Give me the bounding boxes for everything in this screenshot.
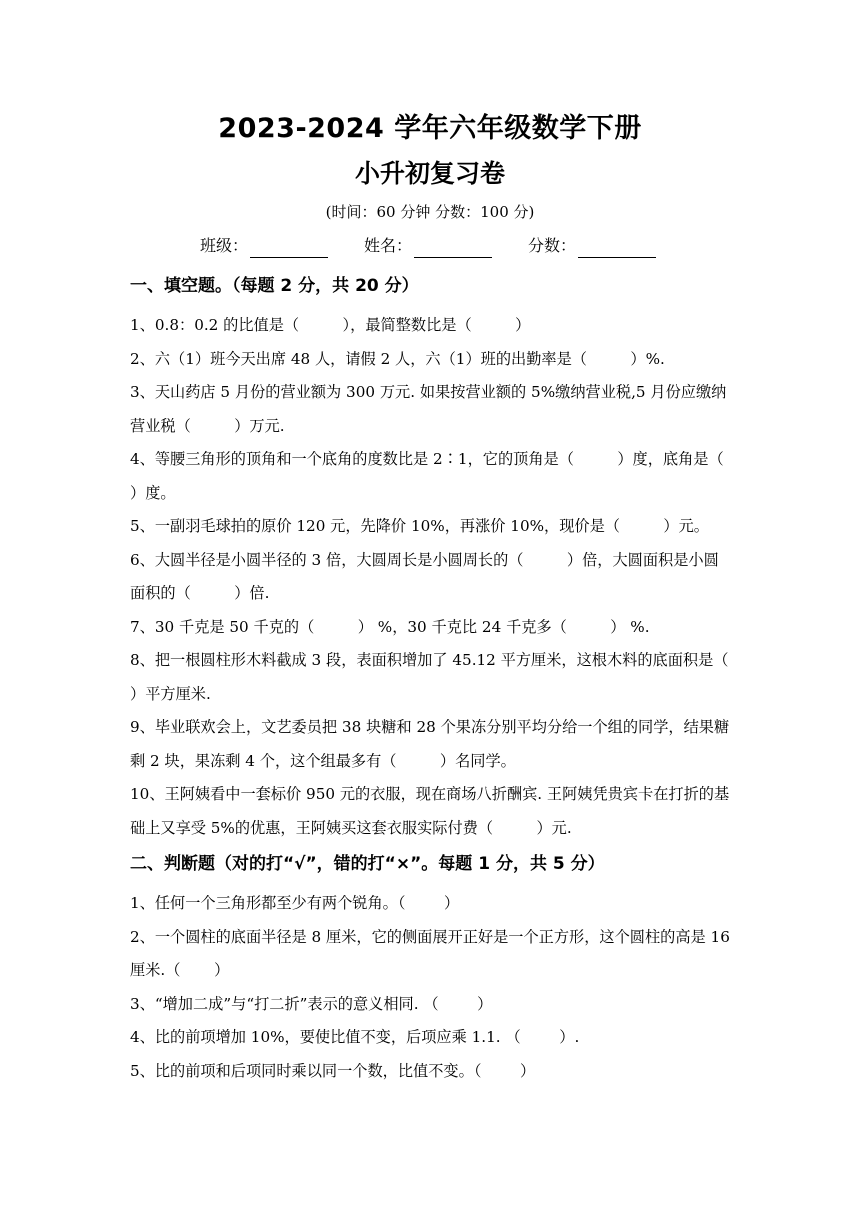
section-heading-true-false: 二、判断题（对的打“√”，错的打“×”。每题 1 分，共 5 分） [130, 854, 605, 874]
class-field[interactable] [200, 234, 328, 258]
class-blank[interactable] [250, 241, 328, 258]
exam-content [130, 269, 772, 1088]
question-item: 5、比的前项和后项同时乘以同一个数，比值不变。（ ） [130, 1061, 536, 1080]
score-label: 分数： [528, 236, 577, 255]
exam-meta: (时间：60 分钟 分数：100 分) [325, 203, 535, 221]
question-item: 1、0.8：0.2 的比值是（ ），最简整数比是（ ） [130, 316, 531, 334]
question-item: 4、等腰三角形的顶角和一个底角的度数比是 2∶1，它的顶角是（ ）度，底角是（ ）度。 [130, 450, 768, 502]
name-field[interactable] [364, 234, 492, 258]
question-item: 5、一副羽毛球拍的原价 120 元，先降价 10%，再涨价 10%，现价是（ ）元。 [130, 517, 709, 535]
question-item: 2、六（1）班今天出席 48 人，请假 2 人，六（1）班的出勤率是（ ）%. [130, 349, 665, 368]
student-info-fields [200, 234, 680, 258]
name-blank[interactable] [414, 241, 492, 258]
page-subtitle: 小升初复习卷 [354, 159, 505, 188]
score-blank[interactable] [578, 241, 656, 258]
question-item: 6、大圆半径是小圆半径的 3 倍，大圆周长是小圆周长的（ ）倍，大圆面积是小圆面积的（ ）倍. [130, 550, 719, 602]
question-item: 8、把一根圆柱形木料截成 3 段，表面积增加了 45.12 平方厘米，这根木料的底面积是（ ）平方厘米. [130, 651, 772, 703]
page-title: 2023-2024 学年六年级数学下册 [218, 113, 642, 144]
question-item: 2、一个圆柱的底面半径是 8 厘米，它的侧面展开正好是一个正方形，这个圆柱的高是 16 厘米.（ ） [130, 927, 735, 979]
score-field[interactable] [528, 234, 656, 258]
question-item: 7、30 千克是 50 千克的（ ） %，30 千克比 24 千克多（ ） %. [130, 617, 650, 636]
name-label: 姓名： [364, 236, 413, 255]
question-item: 9、毕业联欢会上，文艺委员把 38 块糖和 28 个果冻分别平均分给一个组的同学，结果糖剩 2 块，果冻剩 4 个，这个组最多有（ ）名同学。 [130, 718, 730, 770]
question-item: 1、任何一个三角形都至少有两个锐角。（ ） [130, 894, 460, 912]
question-item: 3、天山药店 5 月份的营业额为 300 万元. 如果按营业额的 5%缴纳营业税,5 月份应缴纳营业税（ ）万元. [130, 383, 727, 435]
class-label: 班级： [200, 236, 249, 255]
question-item: 10、王阿姨看中一套标价 950 元的衣服，现在商场八折酬宾. 王阿姨凭贵宾卡在打折的基础上又享受 5%的优惠，王阿姨买这套衣服实际付费（ ）元. [130, 785, 730, 837]
question-item: 4、比的前项增加 10%，要使比值不变，后项应乘 1.1. （ ）. [130, 1028, 580, 1046]
question-item: 3、“增加二成”与“打二折”表示的意义相同. （ ） [130, 994, 493, 1013]
section-heading-fill-in: 一、填空题。（每题 2 分，共 20 分） [130, 276, 419, 296]
